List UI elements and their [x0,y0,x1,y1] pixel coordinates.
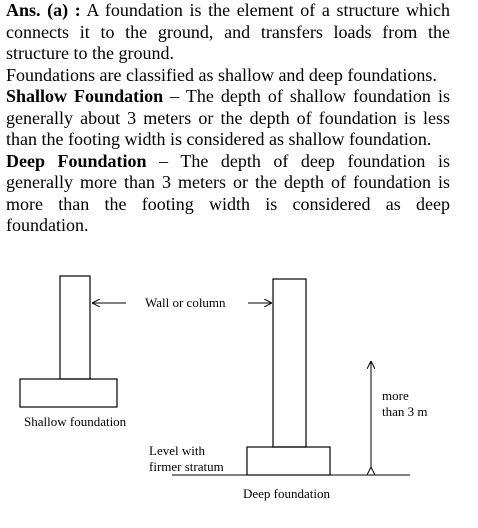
deep-label: Deep foundation [243,486,331,501]
answer-text-block [6,0,450,237]
answer-label: Ans. (a) : [6,0,81,20]
deep-column [273,279,306,447]
shallow-term: Shallow Foundation [6,86,164,106]
classification-paragraph: Foundations are classified as shallow and deep foundations. [6,64,437,85]
shallow-paragraph [6,86,450,151]
level-label-line2: firmer stratum [149,459,224,474]
shallow-definition: The depth of shallow foundation is generally about 3 meters or the depth of foundation is less than the footing width is considered as shallow foundation. [6,86,450,149]
shallow-label: Shallow foundation [24,414,127,429]
foundation-diagram [0,270,478,528]
definition-text: A foundation is the element of a structure which connects it to the ground, and transfers loads from the structure to the ground. [6,0,451,63]
depth-label-line1: more [382,388,409,403]
deep-definition: The depth of deep foundation is generally more than 3 meters or the depth of foundation is more than the footing width is considered as deep foundation. [6,150,450,235]
deep-paragraph [6,151,450,237]
wall-label: Wall or column [145,295,226,310]
shallow-dash: – [163,86,186,106]
shallow-footing [20,379,117,407]
deep-dash: – [146,150,181,171]
definition-paragraph [6,0,450,65]
shallow-column [60,276,90,379]
deep-term: Deep Foundation [6,150,147,171]
depth-label-line2: than 3 m [382,404,428,419]
level-label-line1: Level with [149,443,205,458]
deep-footing [247,447,330,475]
